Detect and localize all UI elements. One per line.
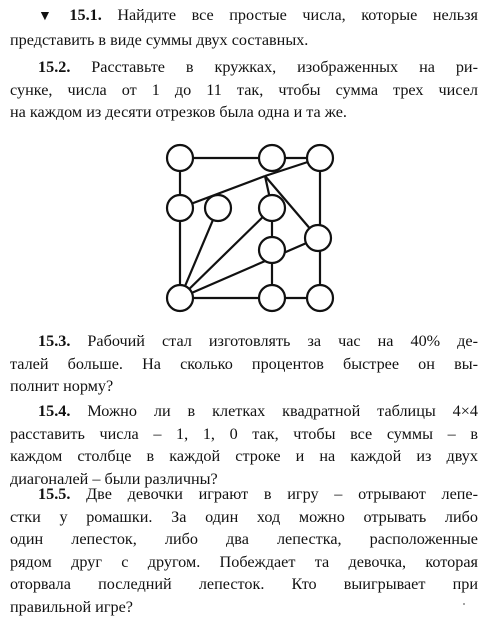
problem-number: 15.4.	[38, 402, 70, 420]
problem-text-line: расставить числа – 1, 1, 0 так, чтобы все суммы – в	[10, 423, 478, 446]
problem-text-line: каждом столбце в каждой строке и на каждой из двух	[10, 445, 478, 468]
problem-text-line: Рабочий стал изготовлять за час на 40% де-	[87, 332, 478, 350]
problem-15-3	[10, 330, 478, 398]
circle	[205, 195, 231, 221]
circle	[167, 195, 193, 221]
problem-text-line: один лепесток, либо два лепестка, расположенные	[10, 528, 478, 551]
circle	[259, 145, 285, 171]
problem-number: 15.2.	[38, 58, 70, 76]
problem-text-line: талей больше. На сколько процентов быстрее он вы-	[10, 353, 478, 376]
problem-text-line: представить в виде суммы двух составных.	[10, 29, 478, 52]
problem-15-1	[10, 4, 478, 51]
problem-text-line: Две девочки играют в игру – отрывают лепе-	[86, 485, 478, 503]
problem-text-line: на каждом из десяти отрезков была одна и та же.	[10, 101, 478, 124]
problem-text-line: диагоналей – были различны?	[10, 468, 478, 491]
problem-15-4	[10, 400, 478, 490]
problem-number: 15.3.	[38, 332, 70, 350]
circle	[259, 195, 285, 221]
problem-number: 15.1.	[69, 6, 101, 24]
problem-text-line: Можно ли в клетках квадратной таблицы 4×4	[87, 402, 478, 420]
circle	[259, 285, 285, 311]
problem-text-line: рядом друг с другом. Побеждает та девочка, которая	[10, 551, 478, 574]
print-speck	[463, 603, 465, 605]
problem-number: 15.5.	[38, 485, 70, 503]
figure-segments	[180, 158, 320, 298]
problem-15-2	[10, 56, 478, 124]
problem-text-line: сунке, числа от 1 до 11 так, чтобы сумма трех чисел	[10, 79, 478, 102]
circle	[307, 285, 333, 311]
problem-text-line: Расставьте в кружках, изображенных на ри-	[91, 58, 478, 76]
circle	[307, 145, 333, 171]
problem-15-5	[10, 483, 478, 618]
circles-figure	[150, 138, 350, 318]
problem-text-line: стки у ромашки. За один ход можно отрывать либо	[10, 506, 478, 529]
circle	[305, 225, 331, 251]
triangle-marker-icon: ▼	[38, 9, 63, 24]
problem-text-line: правильной игре?	[10, 596, 478, 618]
problem-text-line: Найдите все простые числа, которые нельзя	[117, 6, 478, 24]
problem-text-line: оторвала последний лепесток. Кто выигрывает при	[10, 573, 478, 596]
circle	[167, 285, 193, 311]
problem-text-line: полнит норму?	[10, 375, 478, 398]
circle	[167, 145, 193, 171]
segment-fan-2	[180, 208, 272, 298]
circle	[259, 237, 285, 263]
